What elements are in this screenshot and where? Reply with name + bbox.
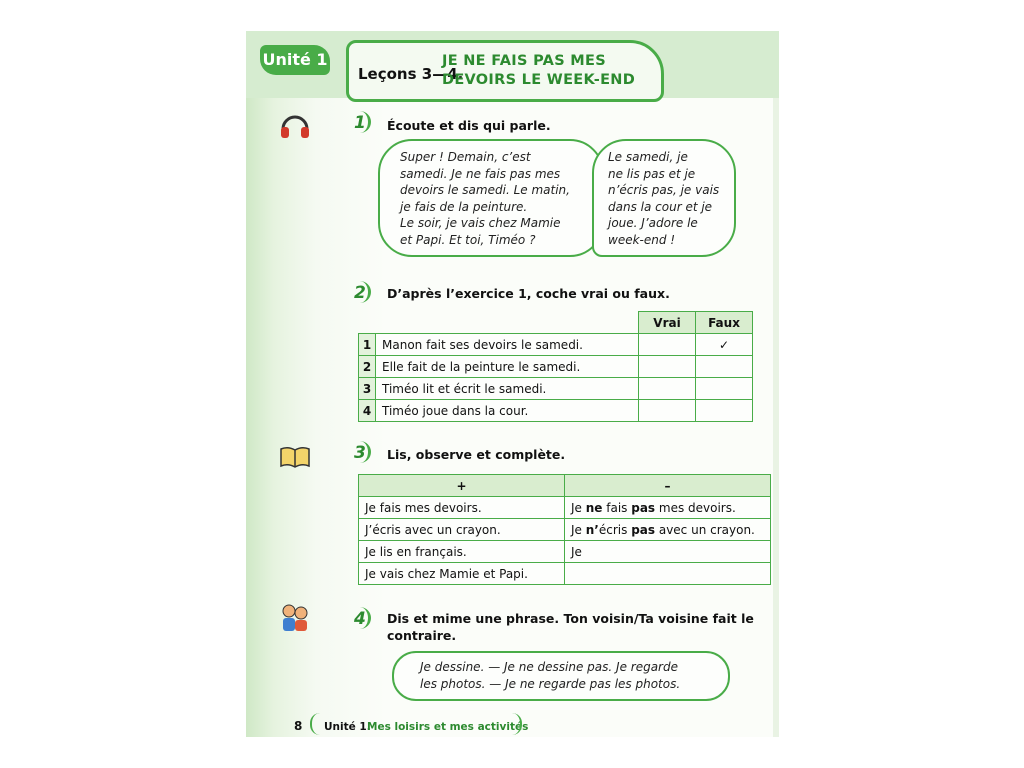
exercise2-number: 2 <box>354 283 366 303</box>
col-plus: + <box>359 475 565 497</box>
true-false-table <box>358 311 753 422</box>
sentence-fragment: Je <box>571 500 586 515</box>
col-minus: – <box>565 475 771 497</box>
example-bubble-line: Je dessine. — Je ne dessine pas. Je regarde <box>420 660 678 674</box>
true-false-header-row <box>359 312 753 334</box>
negative-sentence <box>565 519 771 541</box>
negation-word: pas <box>631 500 656 515</box>
lesson-title <box>442 52 652 90</box>
table-row <box>359 334 753 356</box>
unit-badge-label: Unité 1 <box>262 50 328 69</box>
timeo-bubble-line: week-end ! <box>608 232 676 247</box>
exercise2-instruction: D’après l’exercice 1, coche vrai ou faux. <box>387 286 670 301</box>
manon-bubble-line: et Papi. Et toi, Timéo ? <box>400 232 536 247</box>
blank-corner-2 <box>376 312 639 334</box>
grammar-table <box>358 474 771 585</box>
exercise1-bracket <box>358 111 371 133</box>
affirmative-sentence: Je lis en français. <box>359 541 565 563</box>
manon-bubble-line: Super ! Demain, c’est <box>400 150 531 164</box>
vrai-checkbox[interactable] <box>639 334 696 356</box>
exercise3-bracket <box>358 441 371 463</box>
footer-unit: Unité 1. <box>324 721 371 733</box>
exercise4-instruction-line2: contraire. <box>387 628 457 643</box>
vrai-checkbox[interactable] <box>639 356 696 378</box>
exercise4-instruction-line1: Dis et mime une phrase. Ton voisin/Ta voisine fait le <box>387 611 754 626</box>
exercise4-bracket <box>358 607 371 629</box>
statement: Timéo joue dans la cour. <box>376 400 639 422</box>
exercise4-number: 4 <box>354 609 366 629</box>
affirmative-sentence: J’écris avec un crayon. <box>359 519 565 541</box>
manon-bubble-line: samedi. Je ne fais pas mes <box>400 166 561 181</box>
statement: Elle fait de la peinture le samedi. <box>376 356 639 378</box>
sentence-fragment: avec un crayon. <box>655 522 755 537</box>
lessons-label: Leçons 3—4. <box>358 65 464 83</box>
row-number: 4 <box>359 400 376 422</box>
timeo-bubble-line: joue. J’adore le <box>608 216 698 230</box>
row-number: 3 <box>359 378 376 400</box>
example-bubble-text <box>420 659 680 692</box>
sentence-fragment: mes devoirs. <box>655 500 736 515</box>
row-number: 1 <box>359 334 376 356</box>
grammar-header-row <box>359 475 771 497</box>
example-bubble <box>392 651 730 701</box>
timeo-bubble-line: Le samedi, je <box>608 150 688 164</box>
negative-sentence[interactable] <box>565 541 771 563</box>
col-faux: Faux <box>696 312 753 334</box>
statement: Manon fait ses devoirs le samedi. <box>376 334 639 356</box>
faux-checkbox[interactable] <box>696 378 753 400</box>
footer-unit-title: Mes loisirs et mes activités <box>367 721 529 733</box>
timeo-bubble-line: n’écris pas, je vais <box>608 183 720 197</box>
faux-checkbox[interactable] <box>696 356 753 378</box>
blank-corner <box>359 312 376 334</box>
affirmative-sentence: Je vais chez Mamie et Papi. <box>359 563 565 585</box>
speech-bubble-timeo-text <box>608 149 719 248</box>
faux-checkbox[interactable] <box>696 400 753 422</box>
children-icon <box>278 603 312 633</box>
vrai-checkbox[interactable] <box>639 400 696 422</box>
sentence-fragment: fais <box>602 500 632 515</box>
manon-bubble-line: Le soir, je vais chez Mamie <box>400 216 561 230</box>
timeo-bubble-line: dans la cour et je <box>608 199 713 214</box>
page-number: 8 <box>294 719 303 733</box>
col-vrai: Vrai <box>639 312 696 334</box>
table-row <box>359 519 771 541</box>
exercise1-number: 1 <box>354 113 366 133</box>
timeo-bubble-line: ne lis pas et je <box>608 166 696 181</box>
table-row <box>359 378 753 400</box>
headphones-icon <box>278 111 312 141</box>
exercise3-instruction: Lis, observe et complète. <box>387 447 566 462</box>
textbook-page <box>246 31 779 737</box>
page-edge <box>773 31 779 737</box>
table-row <box>359 497 771 519</box>
speech-bubble-manon <box>378 139 604 257</box>
statement: Timéo lit et écrit le samedi. <box>376 378 639 400</box>
manon-bubble-line: devoirs le samedi. Le matin, <box>400 183 570 197</box>
negative-sentence[interactable] <box>565 563 771 585</box>
book-icon <box>278 441 312 471</box>
exercise2-bracket <box>358 281 371 303</box>
exercise1-instruction: Écoute et dis qui parle. <box>387 118 551 133</box>
exercise3-number: 3 <box>354 443 366 463</box>
row-number: 2 <box>359 356 376 378</box>
sentence-fragment: écris <box>598 522 632 537</box>
table-row <box>359 356 753 378</box>
sentence-fragment: Je <box>571 522 586 537</box>
speech-bubble-manon-text <box>400 149 570 248</box>
footer-bracket-left <box>310 713 320 735</box>
vrai-checkbox[interactable] <box>639 378 696 400</box>
lesson-title-line1: JE NE FAIS PAS MES <box>442 53 606 69</box>
sentence-fragment: Je <box>571 544 582 559</box>
affirmative-sentence: Je fais mes devoirs. <box>359 497 565 519</box>
negative-sentence <box>565 497 771 519</box>
speech-bubble-timeo <box>592 139 736 257</box>
faux-checkbox[interactable]: ✓ <box>696 334 753 356</box>
manon-bubble-line: je fais de la peinture. <box>400 199 528 214</box>
lesson-title-line2: DEVOIRS LE WEEK-END <box>442 72 636 88</box>
example-bubble-line: les photos. — Je ne regarde pas les photos. <box>420 676 681 691</box>
table-row <box>359 563 771 585</box>
table-row <box>359 541 771 563</box>
negation-word: ne <box>585 500 603 515</box>
table-row <box>359 400 753 422</box>
negation-word: n’ <box>585 522 599 537</box>
negation-word: pas <box>631 522 656 537</box>
